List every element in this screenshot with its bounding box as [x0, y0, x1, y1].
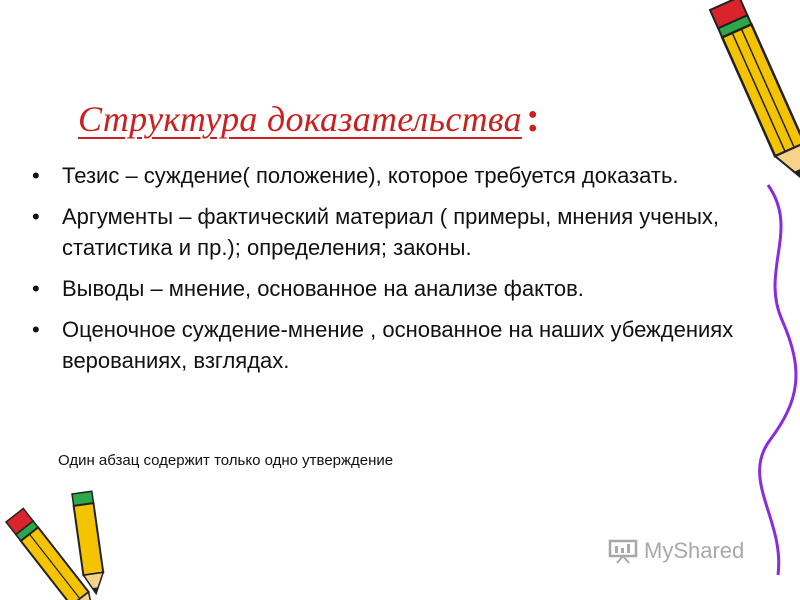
pencil-decoration-icon [650, 0, 800, 600]
bullet-icon: • [32, 163, 40, 188]
paragraph-note: Один абзац содержит только одно утверждение [58, 452, 394, 469]
bullet-icon: • [32, 204, 40, 229]
slide-title-text: Структура доказательства [78, 99, 522, 139]
crossed-pencils-icon [0, 480, 170, 600]
bullet-text: Аргументы – фактический материал ( примеры, мнения ученых, статистика и пр.); определения; законы. [62, 204, 720, 260]
bullet-icon: • [32, 276, 40, 301]
bullet-text: Тезис – суждение( положение), которое требуется доказать. [62, 163, 679, 188]
wavy-line [760, 185, 796, 575]
watermark-text: MyShared [644, 538, 745, 563]
watermark [608, 538, 744, 564]
bullet-icon: • [32, 317, 40, 342]
presentation-board-icon [608, 538, 638, 564]
slide-title [78, 94, 540, 142]
bullet-text: Выводы – мнение, основанное на анализе фактов. [62, 276, 584, 301]
title-colon: : [525, 95, 541, 141]
bullet-text: Оценочное суждение-мнение , основанное на наших убеждениях верованиях, взглядах. [62, 317, 734, 373]
